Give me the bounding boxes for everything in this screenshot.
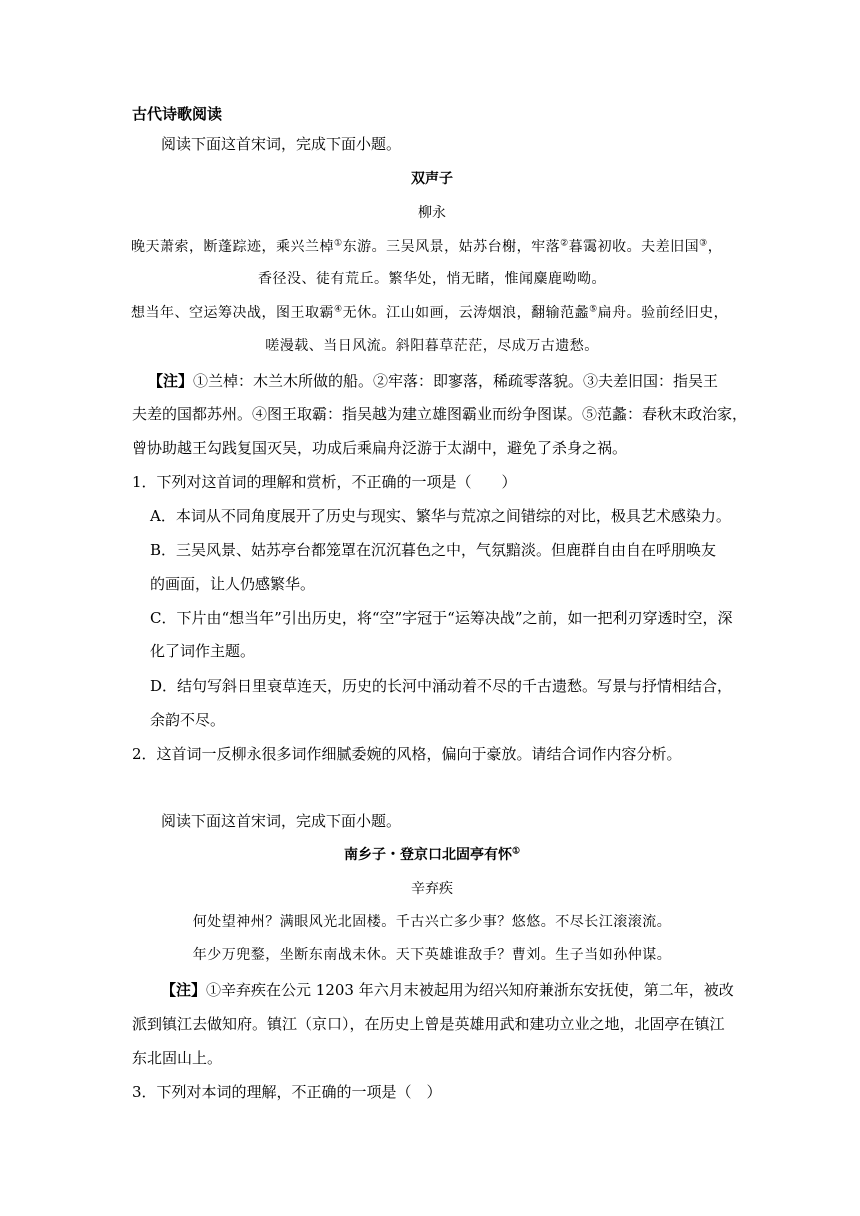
option-1c-line-2: 化了词作主题。 [150,642,256,660]
poem2-note-line-1: 【注】①辛弃疾在公元 1203 年六月末被起用为绍兴知府兼浙东安抚使，第二年，被改 [161,981,734,999]
poem2-title: 南乡子・登京口北固亭有怀① [343,846,521,863]
part1-intro: 阅读下面这首宋词，完成下面小题。 [161,135,402,153]
option-1b-line-2: 的画面，让人仍感繁华。 [150,575,316,593]
poem1-line-2: 香径没、徒有荒丘。繁华处，悄无睹，惟闻麋鹿呦呦。 [258,271,606,287]
poem2-line-1: 何处望神州？满眼风光北固楼。千古兴亡多少事？悠悠。不尽长江滚滚流。 [192,914,672,930]
question-2: 2．这首词一反柳永很多词作细腻委婉的风格，偏向于豪放。请结合词作内容分析。 [132,745,682,763]
poem1-line-3: 想当年、空运筹决战，图王取霸④无休。江山如画，云涛烟浪，翻输范蠡⑤扁舟。验前经旧史， [131,304,729,321]
part2-intro: 阅读下面这首宋词，完成下面小题。 [161,812,402,830]
question-1: 1．下列对这首词的理解和赏析，不正确的一项是（ ） [132,473,517,491]
option-1c-line-1: C．下片由“想当年”引出历史，将“空”字冠于“运筹决战”之前，如一把利刃穿透时空，深 [150,609,733,627]
poem1-line-4: 嗟漫载、当日风流。斜阳暮草茫茫，尽成万古遗愁。 [265,338,599,354]
poem2-note-line-3: 东北固山上。 [132,1049,223,1067]
option-1a: A．本词从不同角度展开了历史与现实、繁华与荒凉之间错综的对比，极具艺术感染力。 [150,507,731,525]
question-3: 3．下列对本词的理解，不正确的一项是（ ） [132,1083,442,1101]
poem1-note-line-1: 【注】①兰棹：木兰木所做的船。②牢落：即寥落，稀疏零落貌。③夫差旧国：指吴王 [148,372,719,390]
poem1-title: 双声子 [411,171,453,187]
poem1-note-line-3: 曾协助越王勾践复国灭吴，功成后乘扁舟泛游于太湖中，避免了杀身之祸。 [132,439,628,457]
poem2-line-2: 年少万兜鍪，坐断东南战未休。天下英雄谁敌手？曹刘。生子当如孙仲谋。 [192,947,672,963]
poem2-author: 辛弃疾 [411,881,453,897]
poem1-line-1: 晚天萧索，断蓬踪迹，乘兴兰棹①东游。三吴风景，姑苏台榭，牢落②暮霭初收。夫差旧国③， [131,238,723,255]
poem2-note-line-2: 派到镇江去做知府。镇江（京口），在历史上曾是英雄用武和建功立业之地，北固亭在镇江 [132,1015,725,1033]
option-1d-line-2: 余韵不尽。 [150,711,226,729]
option-1b-line-1: B．三吴风景、姑苏亭台都笼罩在沉沉暮色之中，气氛黯淡。但鹿群自由自在呼朋唤友 [150,541,717,559]
option-1d-line-1: D．结句写斜日里衰草连天，历史的长河中涌动着不尽的千古遗愁。写景与抒情相结合， [150,677,733,695]
poem1-note-line-2: 夫差的国都苏州。④图王取霸：指吴越为建立雄图霸业而纷争图谋。⑤范蠡：春秋末政治家， [132,405,748,423]
poem1-author: 柳永 [418,205,446,221]
section-title: 古代诗歌阅读 [132,105,223,123]
